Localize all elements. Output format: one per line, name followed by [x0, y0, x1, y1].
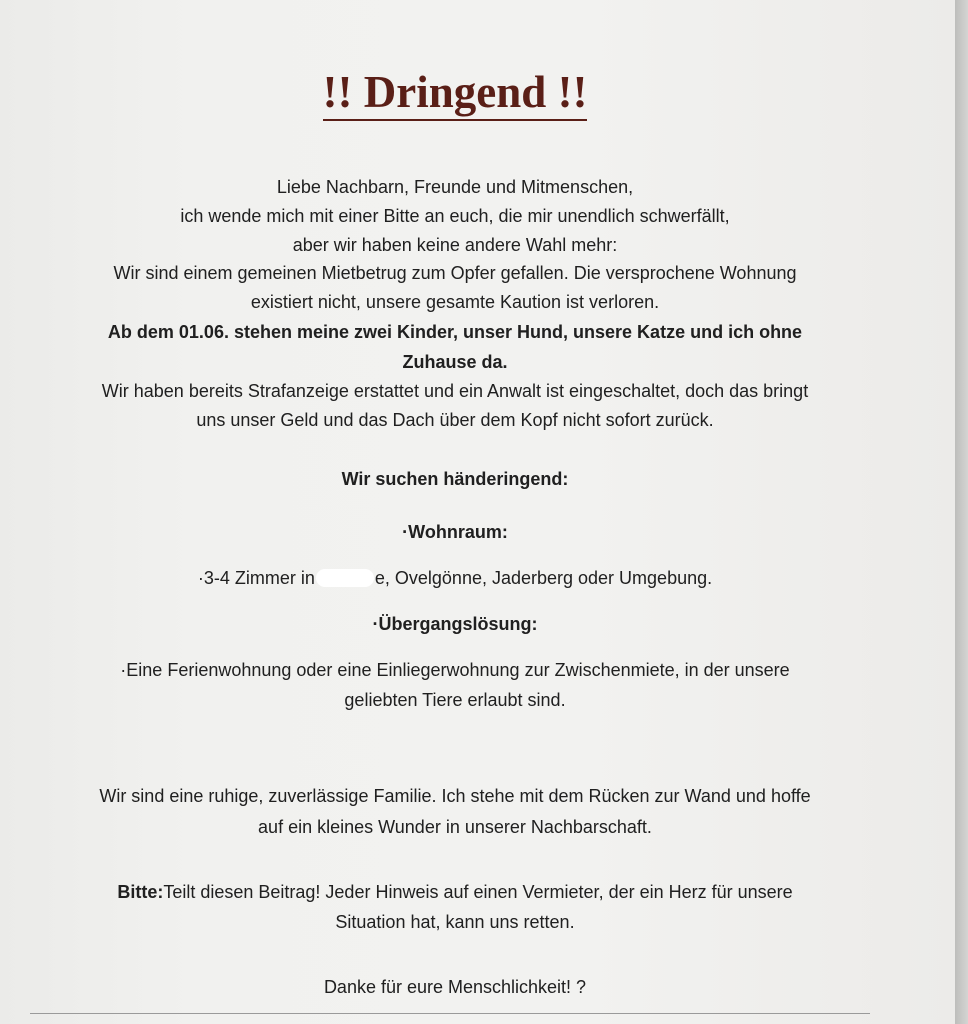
intro-line-1: Liebe Nachbarn, Freunde und Mitmenschen, [276, 177, 634, 197]
wohnraum-item-after: e, Ovelgönne, Jaderberg oder Umgebung. [374, 568, 713, 588]
bitte-label: Bitte: [117, 882, 164, 902]
police-line-1: Wir haben bereits Strafanzeige erstattet und ein Anwalt ist eingeschaltet, doch das bringt [101, 381, 809, 401]
intro-line-4: Wir sind einem gemeinen Mietbetrug zum Opfer gefallen. Die versprochene Wohnung [113, 263, 797, 283]
wohnraum-heading: ·Wohnraum: [402, 522, 508, 542]
title-text: !! Dringend !! [323, 67, 588, 121]
wohnraum-item [0, 566, 910, 590]
search-heading: Wir suchen händeringend: [341, 469, 569, 489]
wohnraum-item-before: ·3-4 Zimmer in [197, 568, 315, 588]
intro-line-3: aber wir haben keine andere Wahl mehr: [292, 235, 618, 255]
paper-edge-shadow [955, 0, 968, 1024]
intro-line-2: ich wende mich mit einer Bitte an euch, die mir unendlich schwerfällt, [180, 206, 730, 226]
footer-divider [30, 1013, 870, 1014]
uebergang-line-2: geliebten Tiere erlaubt sind. [344, 690, 566, 710]
bold-line-2: Zuhause da. [402, 352, 508, 372]
closing-line: Danke für eure Menschlichkeit! ? [323, 977, 587, 997]
bitte-text: Teilt diesen Beitrag! Jeder Hinweis auf einen Vermieter, der ein Herz für unsere [163, 882, 793, 902]
bitte-line-2: Situation hat, kann uns retten. [335, 912, 575, 932]
family-line-2: auf ein kleines Wunder in unserer Nachbarschaft. [258, 817, 652, 837]
bold-line-1: Ab dem 01.06. stehen meine zwei Kinder, unser Hund, unsere Katze und ich ohne [107, 322, 803, 342]
uebergang-heading: ·Übergangslösung: [372, 614, 538, 634]
family-line-1: Wir sind eine ruhige, zuverlässige Familie. Ich stehe mit dem Rücken zur Wand und hoffe [99, 786, 811, 806]
uebergang-line-1: ·Eine Ferienwohnung oder eine Einliegerwohnung zur Zwischenmiete, in der unsere [120, 660, 790, 680]
redaction-mark [316, 569, 374, 587]
intro-line-5: existiert nicht, unsere gesamte Kaution ist verloren. [250, 292, 660, 312]
bitte-line-1 [0, 880, 910, 904]
page-title [0, 66, 910, 118]
police-line-2: uns unser Geld und das Dach über dem Kopf nicht sofort zurück. [196, 410, 714, 430]
